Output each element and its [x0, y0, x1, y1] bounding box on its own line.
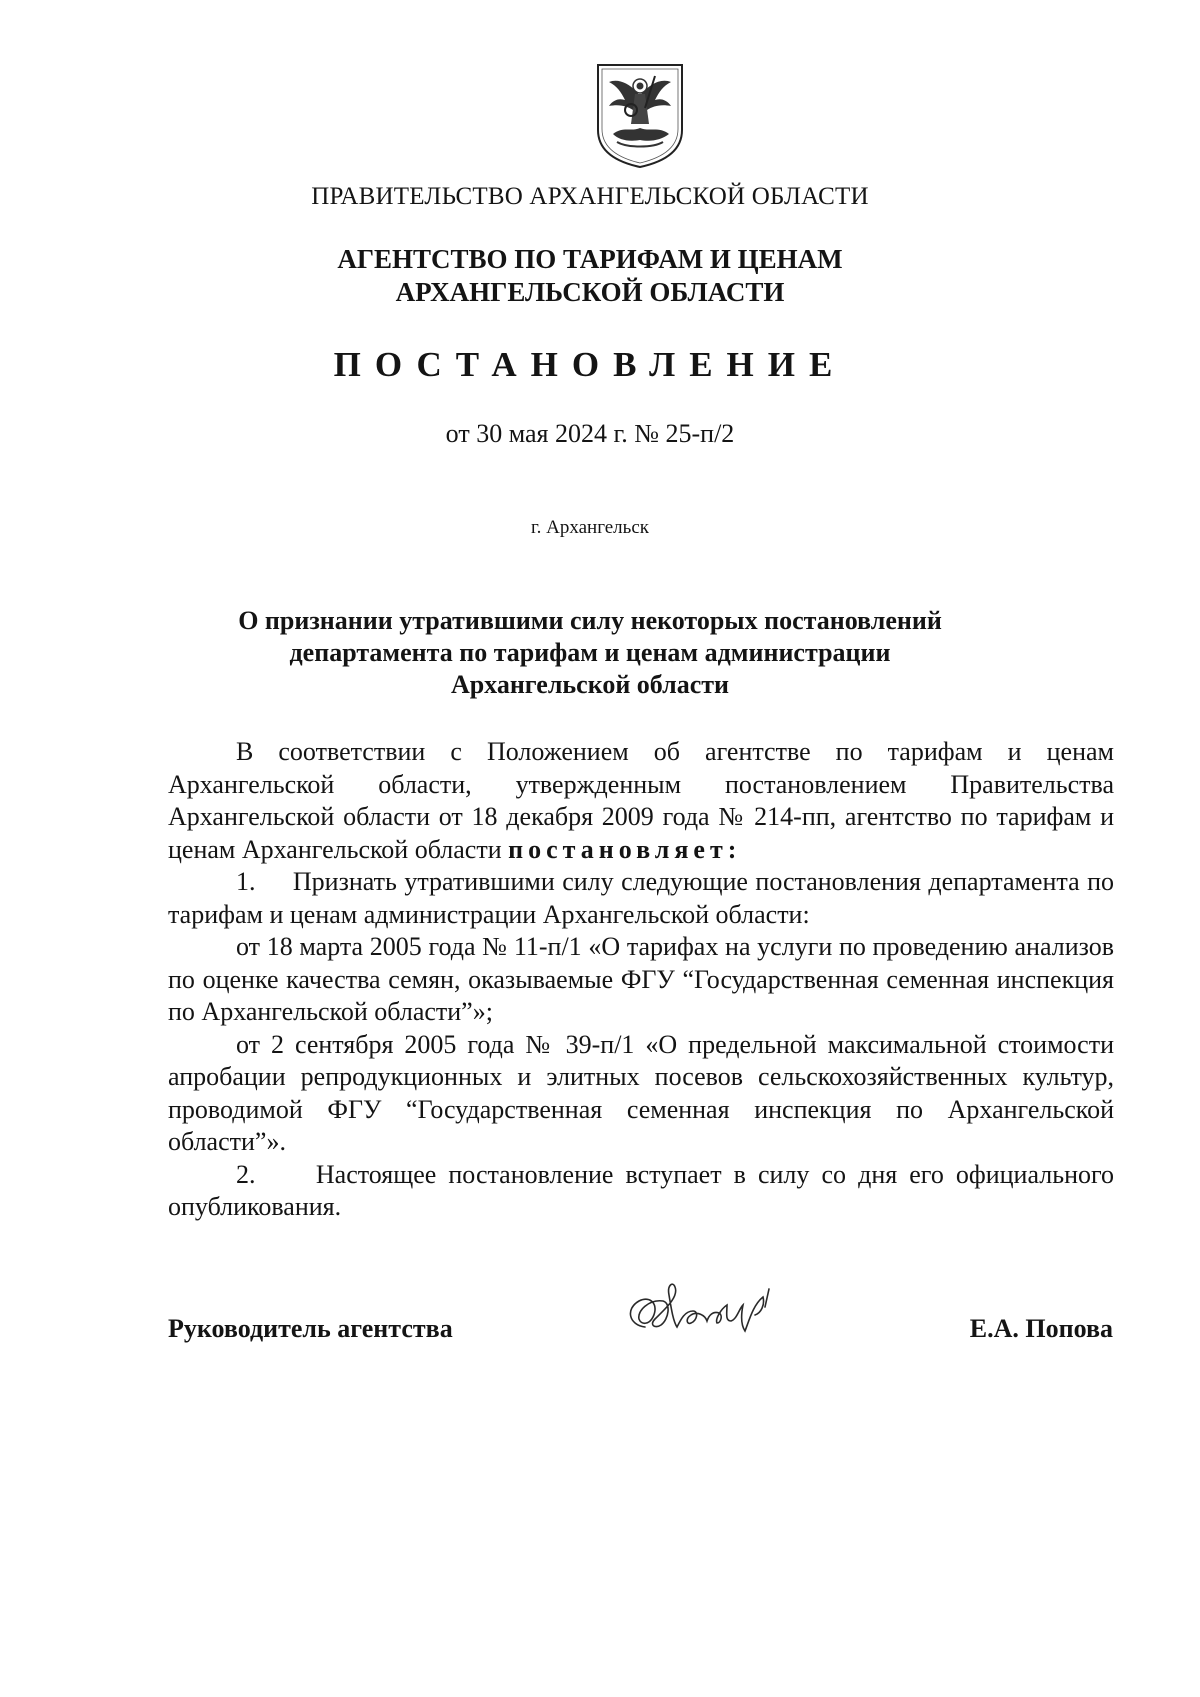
- government-title: ПРАВИТЕЛЬСТВО АРХАНГЕЛЬСКОЙ ОБЛАСТИ: [311, 183, 869, 210]
- document-type-title: ПОСТАНОВЛЕНИЕ: [333, 345, 847, 384]
- signatory-name: Е.А. Попова: [969, 1314, 1113, 1343]
- subject-line1: О признании утратившими силу некоторых постановлений: [238, 606, 942, 635]
- item-2-paragraph: [168, 1159, 1114, 1224]
- decree-word: постановляет:: [508, 834, 742, 864]
- item-1-sub-2: от 2 сентября 2005 года № 39-п/1 «О предельной максимальной стоимости апробации репродукционных и элитных посевов сельскохозяйственных культур, проводимой ФГУ “Государственная семенная инспекция по Архангельской области”».: [168, 1029, 1114, 1156]
- signatory-role: Руководитель агентства: [168, 1314, 453, 1343]
- item-1-number: 1.: [236, 867, 256, 896]
- item-2-text: Настоящее постановление вступает в силу со дня его официального опубликования.: [168, 1159, 1115, 1221]
- agency-title-line2: АРХАНГЕЛЬСКОЙ ОБЛАСТИ: [395, 277, 785, 307]
- subject-line2: департамента по тарифам и ценам администрации: [289, 638, 891, 667]
- item-1-paragraph: [168, 866, 1114, 931]
- agency-title: [0, 243, 1180, 309]
- item-1-sub-1: от 18 марта 2005 года № 11-п/1 «О тарифах на услуги по проведению анализов по оценке качества семян, оказываемые ФГУ “Государственная семенная инспекция по Архангельской области”»;: [168, 932, 1114, 1026]
- subject-heading: [0, 605, 1180, 701]
- preamble-text: В соответствии с Положением об агентстве по тарифам и ценам Архангельской области, утвержденным постановлением Правительства Архангельской области от 18 декабря 2009 года № 214-пп, агентство по тарифам и ценам Архангельской области: [168, 737, 1114, 864]
- agency-title-line1: АГЕНТСТВО ПО ТАРИФАМ И ЦЕНАМ: [337, 244, 843, 274]
- date-and-number: от 30 мая 2024 г. № 25-п/2: [445, 419, 735, 448]
- subject-line3: Архангельской области: [450, 670, 730, 699]
- document-body: [168, 736, 1114, 1224]
- preamble-paragraph: [168, 736, 1114, 866]
- item-1-text: Признать утратившими силу следующие постановления департамента по тарифам и ценам администрации Архангельской области:: [168, 867, 1114, 929]
- item-2-number: 2.: [236, 1159, 256, 1189]
- city-name: г. Архангельск: [530, 517, 649, 538]
- handwritten-signature: [615, 1275, 825, 1355]
- coat-of-arms-emblem: [595, 62, 685, 170]
